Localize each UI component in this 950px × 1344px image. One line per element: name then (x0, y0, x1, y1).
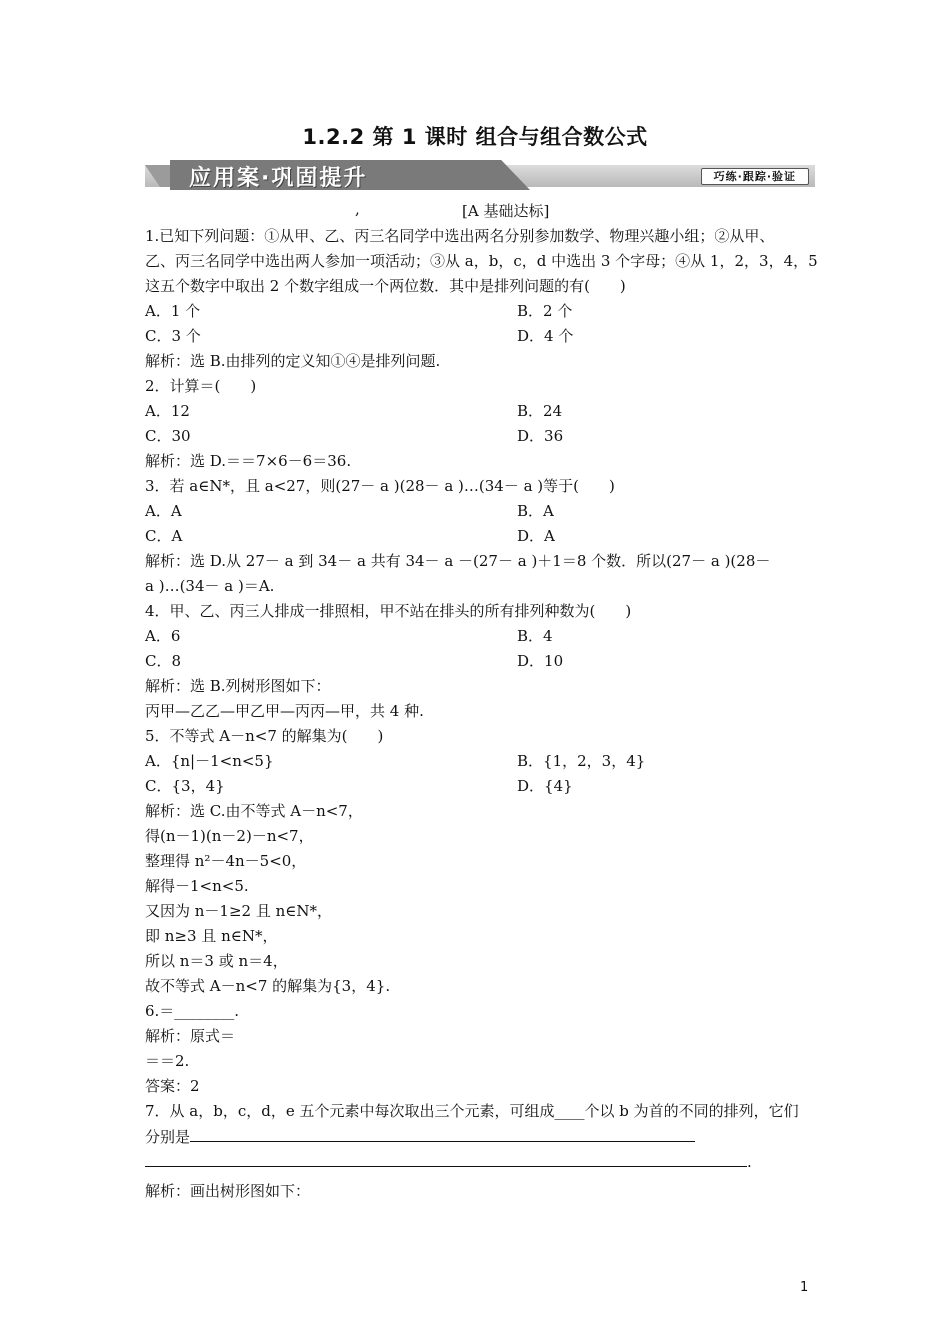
q3-stem: 3．若 a∈N*，且 a<27，则(27－ a )(28－ a )…(34－ a )等于( ) (145, 477, 615, 495)
q5-option-b: B．{1，2，3，4} (517, 752, 646, 770)
q5-option-c: C．{3，4} (145, 777, 225, 795)
banner-tag: 巧练·跟踪·验证 (701, 168, 809, 185)
q5-solution-8: 故不等式 A－n<7 的解集为{3，4}. (145, 977, 391, 995)
section-label: [A 基础达标] (462, 202, 550, 220)
q3-solution-2: a )…(34－ a )＝A. (145, 577, 275, 595)
q7-suffix: . (747, 1153, 752, 1171)
q3-option-c: C．A (145, 527, 183, 545)
q7-stem-2 (145, 1126, 695, 1147)
section-banner (145, 160, 815, 190)
q1-line-3: 这五个数字中取出 2 个数字组成一个两位数．其中是排列问题的有( ) (145, 277, 626, 295)
q5-solution-6: 即 n≥3 且 n∈N*， (145, 927, 278, 945)
q6-solution-1: 解析：原式＝ (145, 1027, 236, 1045)
q7-stem-1: 7．从 a，b，c，d，e 五个元素中每次取出三个元素，可组成____个以 b 为首的不同的排列，它们 (145, 1102, 799, 1120)
q1-option-b: B．2 个 (517, 302, 573, 320)
q5-solution-5: 又因为 n－1≥2 且 n∈N*， (145, 902, 333, 920)
answer-blank-2 (145, 1151, 747, 1167)
q3-option-a: A．A (145, 502, 182, 520)
q3-solution-1: 解析：选 D.从 27－ a 到 34－ a 共有 34－ a －(27－ a )＋1＝8 个数．所以(27－ a )(28－ (145, 552, 771, 570)
q6-solution-2: ＝＝2. (145, 1052, 190, 1070)
q6-stem: 6.＝________. (145, 1002, 240, 1020)
q1-line-2: 乙、丙三名同学中选出两人参加一项活动；③从 a，b，c，d 中选出 3 个字母；④从 1，2，3，4，5 (145, 252, 818, 270)
q4-option-b: B．4 (517, 627, 553, 645)
answer-blank-1 (190, 1126, 695, 1142)
q5-solution-3: 整理得 n²－4n－5<0， (145, 852, 307, 870)
q2-solution: 解析：选 D.＝＝7×6－6＝36. (145, 452, 352, 470)
q5-option-a: A．{n|－1<n<5} (145, 752, 274, 770)
q7-stem-3 (145, 1151, 752, 1172)
q7-prefix: 分别是 (145, 1128, 191, 1146)
q4-solution-2: 丙甲—乙乙—甲乙甲—丙丙—甲，共 4 种. (145, 702, 424, 720)
q1-option-d: D．4 个 (517, 327, 574, 345)
q1-option-a: A．1 个 (145, 302, 201, 320)
q4-stem: 4．甲、乙、丙三人排成一排照相，甲不站在排头的所有排列种数为( ) (145, 602, 632, 620)
banner-title: 应用案·巩固提升 (189, 166, 368, 191)
q5-solution-7: 所以 n＝3 或 n＝4， (145, 952, 288, 970)
q5-stem: 5．不等式 A－n<7 的解集为( ) (145, 727, 384, 745)
q4-option-c: C．8 (145, 652, 182, 670)
q2-option-a: A．12 (145, 402, 190, 420)
q6-answer: 答案：2 (145, 1077, 200, 1095)
q7-solution: 解析：画出树形图如下： (145, 1182, 311, 1200)
q5-solution-2: 得(n－1)(n－2)－n<7， (145, 827, 314, 845)
q3-option-d: D．A (517, 527, 555, 545)
q3-option-b: B．A (517, 502, 554, 520)
q1-solution: 解析：选 B.由排列的定义知①④是排列问题. (145, 352, 441, 370)
q2-option-b: B．24 (517, 402, 563, 420)
q4-solution-1: 解析：选 B.列树形图如下： (145, 677, 331, 695)
q4-option-d: D．10 (517, 652, 564, 670)
page-title: 1.2.2 第 1 课时 组合与组合数公式 (302, 125, 648, 149)
q5-option-d: D．{4} (517, 777, 573, 795)
q5-solution-4: 解得－1<n<5. (145, 877, 249, 895)
q2-option-c: C．30 (145, 427, 191, 445)
q1-option-c: C．3 个 (145, 327, 201, 345)
q2-stem: 2．计算＝( ) (145, 377, 257, 395)
section-comma: , (355, 200, 360, 218)
q5-solution-1: 解析：选 C.由不等式 A－n<7， (145, 802, 363, 820)
q2-option-d: D．36 (517, 427, 564, 445)
q4-option-a: A．6 (145, 627, 181, 645)
q1-line-1: 1.已知下列问题：①从甲、乙、丙三名同学中选出两名分别参加数学、物理兴趣小组；②从甲、 (145, 227, 775, 245)
page-number: 1 (800, 1280, 809, 1295)
